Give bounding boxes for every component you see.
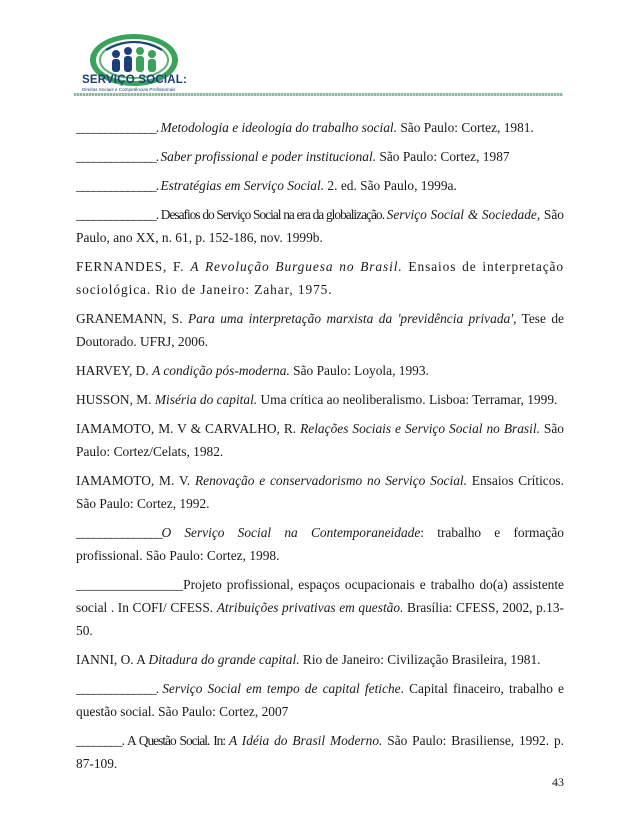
logo-text bbox=[82, 74, 192, 93]
reference-item: FERNANDES, F. A Revolução Burguesa no Brasil. Ensaios de interpretação sociológica. Rio de Janeiro: Zahar, 1975. bbox=[76, 259, 564, 297]
reference-item: ________________Projeto profissional, espaços ocupacionais e trabalho do(a) assistente social . In COFI/ CFESS. Atribuições privativas em questão. Brasília: CFESS, 2002, p.13-50. bbox=[76, 577, 564, 638]
page-number: 43 bbox=[552, 775, 564, 789]
logo-title: SERVIÇO SOCIAL: bbox=[82, 74, 188, 86]
reference-item: ______________. Estratégias em Serviço Social. 2. ed. São Paulo, 1999a. bbox=[76, 178, 457, 193]
reference-item: ______________. Saber profissional e poder institucional. São Paulo: Cortez, 1987 bbox=[76, 149, 510, 164]
reference-item: IAMAMOTO, M. V. Renovação e conservadorismo no Serviço Social. Ensaios Críticos. São Paulo: Cortez, 1992. bbox=[76, 473, 564, 511]
reference-item: GRANEMANN, S. Para uma interpretação marxista da 'previdência privada', Tese de Doutorado. UFRJ, 2006. bbox=[76, 311, 564, 349]
reference-item: ________. A Questão Social. In: A Idéia do Brasil Moderno. São Paulo: Brasiliense, 1992. p. 87-109. bbox=[76, 733, 564, 771]
reference-item: _______________O Serviço Social na Contemporaneidade: trabalho e formação profissional. São Paulo: Cortez, 1998. bbox=[76, 525, 565, 563]
reference-item: HARVEY, D. A condição pós-moderna. São Paulo: Loyola, 1993. bbox=[76, 363, 429, 378]
reference-item: HUSSON, M. Miséria do capital. Uma crítica ao neoliberalismo. Lisboa: Terramar, 1999. bbox=[76, 392, 558, 407]
logo-subtitle: Direitos Sociais e Competências Profissionais bbox=[82, 87, 176, 92]
reference-item: ______________. Metodologia e ideologia do trabalho social. São Paulo: Cortez, 1981. bbox=[76, 120, 534, 135]
reference-item: ______________. Serviço Social em tempo de capital fetiche. Capital finaceiro, trabalho e questão social. São Paulo: Cortez, 2007 bbox=[76, 681, 564, 719]
reference-item: ______________. Desafios do Serviço Social na era da globalização. Serviço Social & Sociedade, São Paulo, ano XX, n. 61, p. 152-186, nov. 1999b. bbox=[76, 207, 564, 245]
reference-item: IAMAMOTO, M. V & CARVALHO, R. Relações Sociais e Serviço Social no Brasil. São Paulo: Cortez/Celats, 1982. bbox=[76, 421, 564, 459]
reference-item: IANNI, O. A Ditadura do grande capital. Rio de Janeiro: Civilização Brasileira, 1981. bbox=[76, 652, 541, 667]
reference-list bbox=[76, 116, 564, 781]
header-rule bbox=[74, 93, 563, 96]
